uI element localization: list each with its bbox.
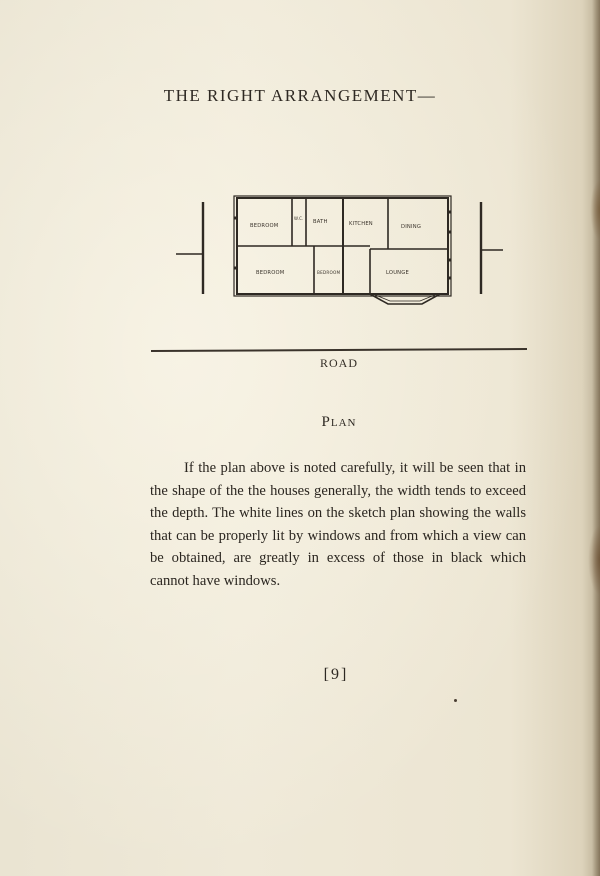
room-label-bath: BATH bbox=[313, 219, 328, 225]
road-label: ROAD bbox=[319, 356, 358, 370]
room-label-bedroom: BEDROOM bbox=[317, 270, 341, 275]
floor-plan-figure bbox=[170, 190, 510, 315]
paper-speck bbox=[454, 699, 457, 702]
room-label-bedroom: BEDROOM bbox=[256, 270, 285, 276]
page-edge-stain bbox=[588, 525, 600, 595]
page-edge-shadow bbox=[592, 0, 600, 876]
house-outline bbox=[234, 196, 451, 304]
section-title: Plan bbox=[321, 414, 357, 430]
room-label-lounge: LOUNGE bbox=[386, 270, 409, 276]
road-line bbox=[151, 348, 527, 352]
room-label-bedroom: BEDROOM bbox=[250, 223, 279, 229]
page-number: [9] bbox=[323, 666, 349, 683]
body-paragraph: If the plan above is noted carefully, it will be seen that in the shape of the the houses generally, the width tends to exceed the depth. The white lines on the sketch plan showing the walls that can be properly lit by windows and from which a view can be obtained, are greatly in excess of those in black which cannot have windows. bbox=[150, 460, 526, 589]
page-edge-stain bbox=[590, 180, 600, 240]
left-boundary-marker bbox=[176, 202, 203, 294]
room-label-wc: W.C. bbox=[294, 216, 304, 221]
right-boundary-marker bbox=[481, 202, 503, 294]
room-label-kitchen: KITCHEN bbox=[349, 221, 373, 227]
running-title: THE RIGHT ARRANGEMENT— bbox=[163, 86, 437, 105]
room-label-dining: DINING bbox=[401, 224, 422, 230]
